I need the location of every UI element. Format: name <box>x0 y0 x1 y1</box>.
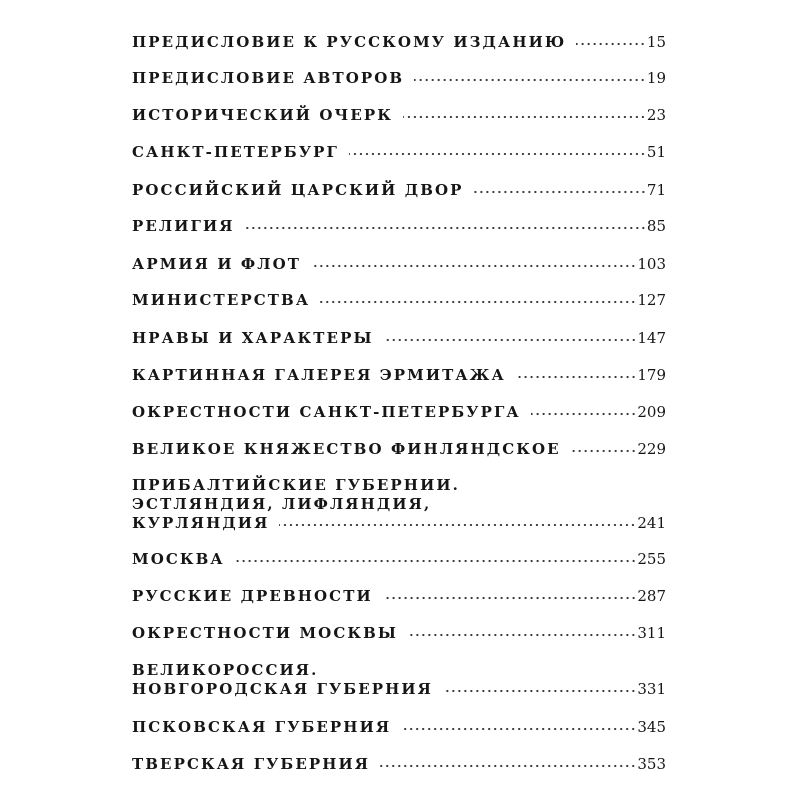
toc-page-number: 287 <box>637 587 666 605</box>
toc-entry-title: ОКРЕСТНОСТИ МОСКВЫ <box>132 624 399 642</box>
dot-leader <box>349 152 646 156</box>
toc-entry-title: ПСКОВСКАЯ ГУБЕРНИЯ <box>132 718 392 736</box>
toc-entry-title: ПРЕДИСЛОВИЕ К РУССКОМУ ИЗДАНИЮ <box>132 33 567 51</box>
toc-entry-title: КУРЛЯНДИЯ <box>132 514 270 532</box>
toc-entry-title: РЕЛИГИЯ <box>132 217 235 235</box>
toc-entry[interactable] <box>132 755 666 774</box>
toc-entry-title: ТВЕРСКАЯ ГУБЕРНИЯ <box>132 755 371 773</box>
dot-leader <box>443 689 636 693</box>
dot-leader <box>384 338 637 342</box>
dot-leader <box>320 300 636 304</box>
toc-entry[interactable] <box>132 143 666 162</box>
toc-entry[interactable] <box>132 291 666 310</box>
toc-entry[interactable] <box>132 255 666 274</box>
toc-entry[interactable] <box>132 69 666 88</box>
dot-leader <box>531 412 637 416</box>
toc-entry-title: МОСКВА <box>132 550 225 568</box>
toc-page-number: 15 <box>646 33 666 51</box>
toc-entry-title: МИНИСТЕРСТВА <box>132 291 311 309</box>
toc-entry-title-line: ПРИБАЛТИЙСКИЕ ГУБЕРНИИ. <box>132 476 460 494</box>
dot-leader <box>401 727 636 731</box>
dot-leader <box>403 115 646 119</box>
toc-page-number: 147 <box>637 329 666 347</box>
toc-entry[interactable] <box>132 624 666 643</box>
toc-entry[interactable] <box>132 661 666 699</box>
dot-leader <box>414 78 646 82</box>
toc-page-number: 51 <box>646 143 666 161</box>
toc-entry[interactable] <box>132 476 666 533</box>
dot-leader <box>383 596 637 600</box>
toc-page-number: 23 <box>646 106 666 124</box>
toc-entry-title: ИСТОРИЧЕСКИЙ ОЧЕРК <box>132 106 393 124</box>
toc-page-number: 209 <box>637 403 666 421</box>
dot-leader <box>245 226 646 230</box>
toc-entry-title: РУССКИЕ ДРЕВНОСТИ <box>132 587 373 605</box>
toc-entry-title: НРАВЫ И ХАРАКТЕРЫ <box>132 329 374 347</box>
toc-page-number: 353 <box>637 755 666 773</box>
toc-entry-title: АРМИЯ И ФЛОТ <box>132 255 302 273</box>
toc-page-number: 71 <box>646 181 666 199</box>
toc-entry[interactable] <box>132 366 666 385</box>
toc-entry-title: КАРТИННАЯ ГАЛЕРЕЯ ЭРМИТАЖА <box>132 366 506 384</box>
toc-entry-title: САНКТ-ПЕТЕРБУРГ <box>132 143 339 161</box>
dot-leader <box>235 559 637 563</box>
toc-page-number: 127 <box>637 291 666 309</box>
toc-entry[interactable] <box>132 181 666 200</box>
toc-entry-title: РОССИЙСКИЙ ЦАРСКИЙ ДВОР <box>132 181 464 199</box>
toc-entry[interactable] <box>132 329 666 348</box>
toc-page-number: 19 <box>646 69 666 87</box>
toc-entry-title-line: ВЕЛИКОРОССИЯ. <box>132 661 319 679</box>
dot-leader <box>576 42 646 46</box>
toc-entry-title: ПРЕДИСЛОВИЕ АВТОРОВ <box>132 69 405 87</box>
toc-page-number: 103 <box>637 255 666 273</box>
dot-leader <box>571 449 637 453</box>
toc-entry[interactable] <box>132 217 666 236</box>
dot-leader <box>516 375 637 379</box>
toc-page-number: 345 <box>637 718 666 736</box>
toc-entry-title-line: ЭСТЛЯНДИЯ, ЛИФЛЯНДИЯ, <box>132 495 432 513</box>
dot-leader <box>279 523 636 527</box>
toc-page-number: 311 <box>637 624 666 642</box>
toc-page-number: 255 <box>637 550 666 568</box>
toc-page-number: 179 <box>637 366 666 384</box>
toc-page-number: 331 <box>637 680 666 698</box>
toc-entry-title: НОВГОРОДСКАЯ ГУБЕРНИЯ <box>132 680 434 698</box>
dot-leader <box>408 633 636 637</box>
toc-page-number: 229 <box>637 440 666 458</box>
toc-entry[interactable] <box>132 33 666 52</box>
dot-leader <box>380 764 636 768</box>
toc-page-number: 85 <box>646 217 666 235</box>
toc-entry[interactable] <box>132 550 666 569</box>
dot-leader <box>311 264 636 268</box>
toc-entry-title: ВЕЛИКОЕ КНЯЖЕСТВО ФИНЛЯНДСКОЕ <box>132 440 561 458</box>
toc-entry[interactable] <box>132 403 666 422</box>
toc-entry[interactable] <box>132 440 666 459</box>
toc-entry[interactable] <box>132 718 666 737</box>
dot-leader <box>474 190 646 194</box>
toc-page-number: 241 <box>637 514 666 532</box>
toc-entry[interactable] <box>132 587 666 606</box>
toc-entry-title: ОКРЕСТНОСТИ САНКТ-ПЕТЕРБУРГА <box>132 403 521 421</box>
toc-entry[interactable] <box>132 106 666 125</box>
